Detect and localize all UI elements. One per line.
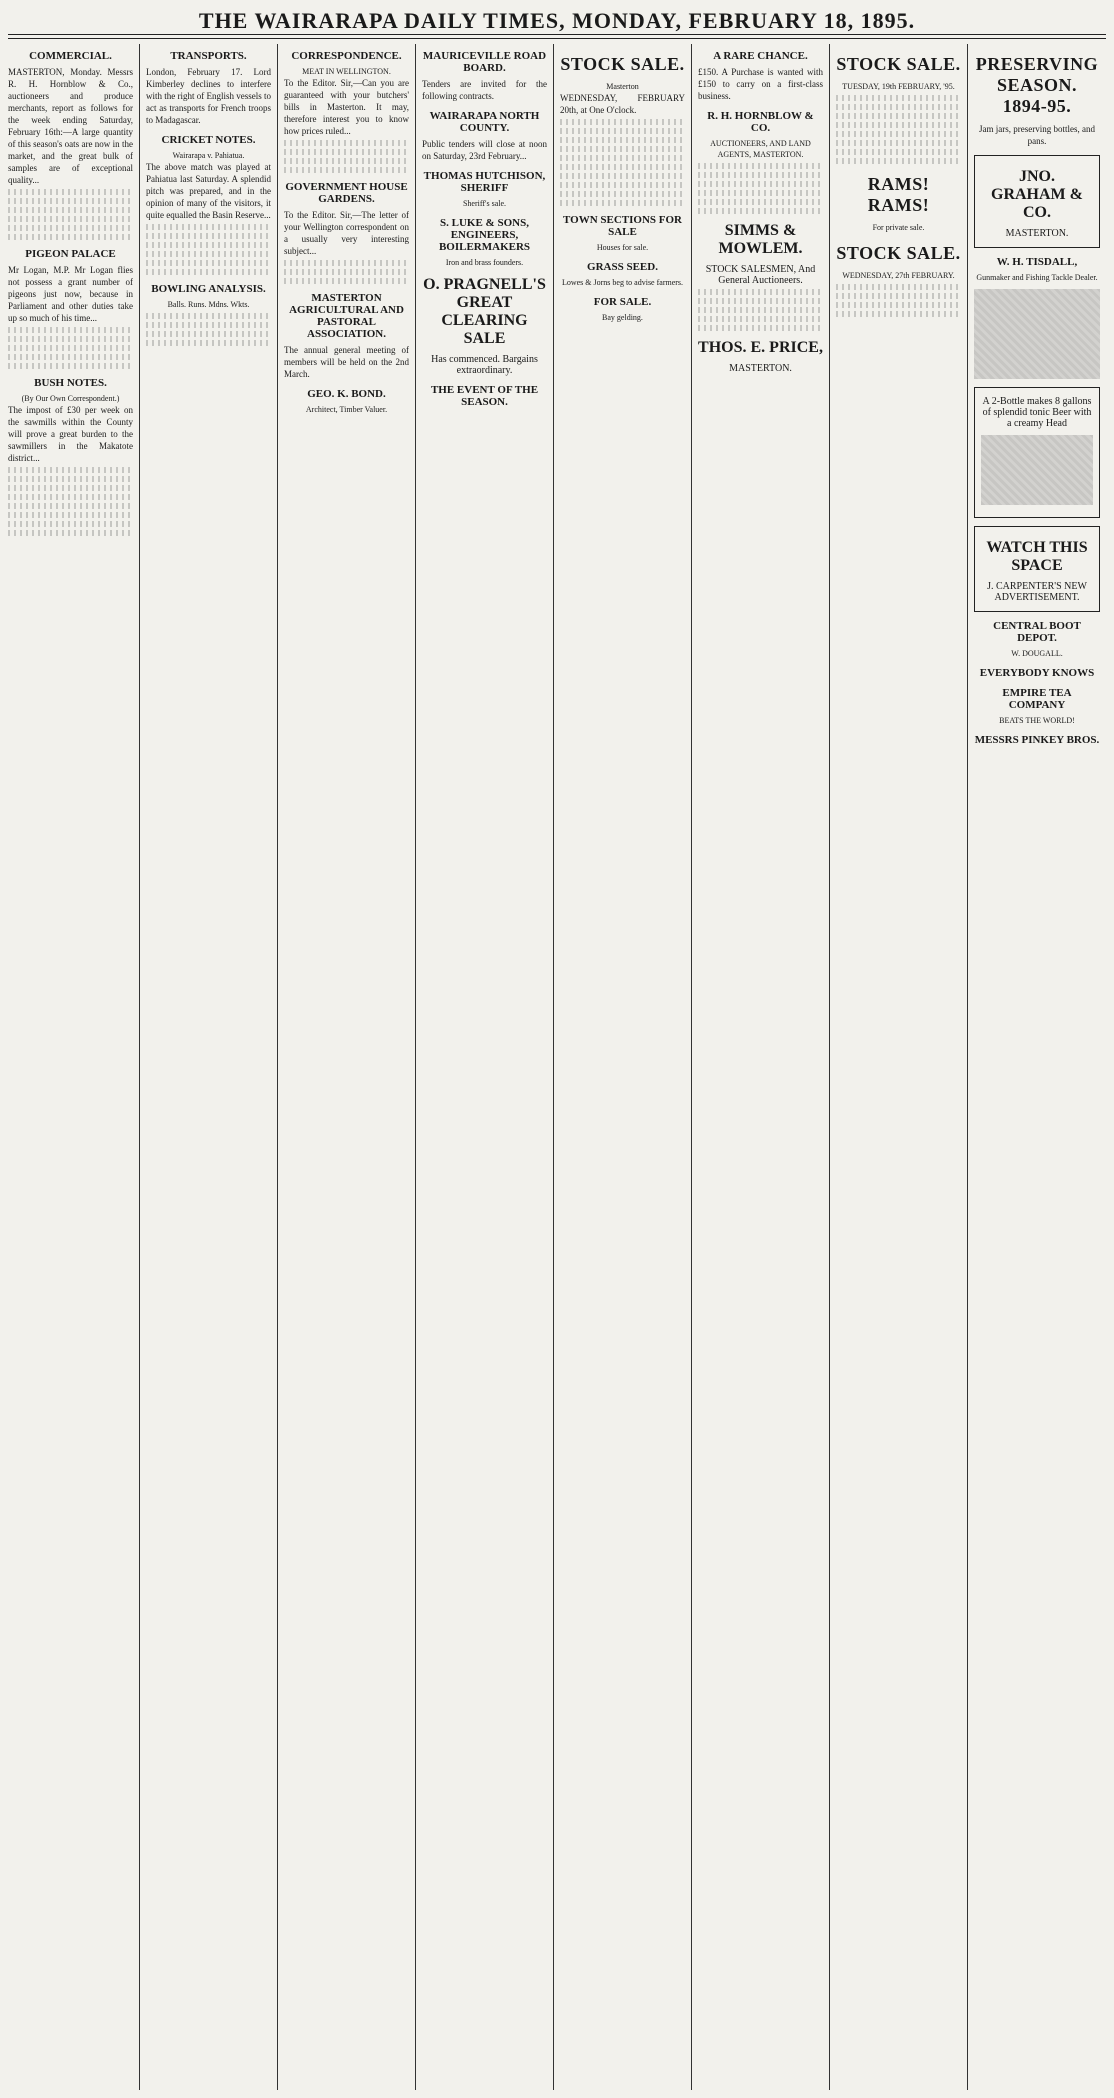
column-1 bbox=[8, 44, 140, 2090]
stock7-heading: STOCK SALE. bbox=[836, 54, 961, 74]
agricultural-body: The annual general meeting of members will be held on the 2nd March. bbox=[284, 345, 409, 379]
hornblow-sub: AUCTIONEERS, AND LAND AGENTS, MASTERTON. bbox=[710, 139, 811, 159]
transports-heading: TRANSPORTS. bbox=[170, 50, 247, 62]
stock7-lines bbox=[836, 95, 961, 164]
transports-body: London, February 17. Lord Kimberley declines to interfere with the right of English vessels to act as transports for French troops to Madagascar. bbox=[146, 67, 271, 125]
simms-heading: SIMMS & MOWLEM. bbox=[718, 222, 803, 257]
pigeon-section bbox=[8, 248, 133, 369]
correspondence-body: To the Editor. Sir,—Can you are guaranteed with your butchers' bills in Masterton. It may, therefore interest you to know how prices ruled... bbox=[284, 78, 409, 136]
grass-section bbox=[560, 261, 685, 288]
bargain-section bbox=[698, 50, 823, 102]
gardens-lines bbox=[284, 260, 409, 284]
column-8 bbox=[974, 44, 1106, 2090]
bowling-heading: BOWLING ANALYSIS. bbox=[151, 283, 266, 295]
event-section bbox=[422, 384, 547, 408]
commercial-section bbox=[8, 50, 133, 240]
road-heading: MAURICEVILLE ROAD BOARD. bbox=[422, 50, 547, 74]
pragnell-section bbox=[422, 276, 547, 376]
column-7 bbox=[836, 44, 968, 2090]
commercial-heading: COMMERCIAL. bbox=[29, 50, 112, 62]
agricultural-section bbox=[284, 292, 409, 380]
column-2 bbox=[146, 44, 278, 2090]
gardens-heading: GOVERNMENT HOUSE GARDENS. bbox=[285, 181, 408, 205]
pigeon-lines bbox=[8, 327, 133, 369]
town-heading: TOWN SECTIONS FOR SALE bbox=[563, 214, 682, 238]
simms-section bbox=[698, 222, 823, 331]
hutchison-heading: THOMAS HUTCHISON, SHERIFF bbox=[423, 170, 546, 194]
empire-heading: EMPIRE TEA COMPANY bbox=[1002, 687, 1072, 711]
pinkey-section bbox=[974, 734, 1100, 746]
pinkey-heading: MESSRS PINKEY BROS. bbox=[974, 734, 1100, 746]
road-section bbox=[422, 50, 547, 102]
bush-sub: (By Our Own Correspondent.) bbox=[21, 394, 120, 403]
bowling-sub: Balls. Runs. Mdns. Wkts. bbox=[167, 300, 250, 309]
stock7b-body: WEDNESDAY, 27th FEBRUARY. bbox=[842, 271, 955, 280]
simms-lines bbox=[698, 289, 823, 331]
tisdall-section bbox=[974, 256, 1100, 379]
correspondence-heading: CORRESPONDENCE. bbox=[291, 50, 402, 62]
engineers-body: Iron and brass founders. bbox=[445, 258, 524, 267]
forsale-body: Bay gelding. bbox=[602, 313, 643, 322]
gardens-body: To the Editor. Sir,—The letter of your Wellington correspondent on a usually very interesting subject... bbox=[284, 210, 409, 256]
tonic-heading: A 2-Bottle makes 8 gallons of splendid tonic Beer with a creamy Head bbox=[982, 396, 1092, 429]
pigeon-heading: PIGEON PALACE bbox=[25, 248, 116, 260]
wairarapa-section bbox=[422, 110, 547, 162]
cricket-sub: Wairarapa v. Pahiatua. bbox=[172, 151, 245, 160]
masthead-title: THE WAIRARAPA DAILY TIMES, MONDAY, FEBRUARY 18, 1895. bbox=[198, 8, 916, 33]
column-4 bbox=[422, 44, 554, 2090]
cricket-heading: CRICKET NOTES. bbox=[161, 134, 256, 146]
hutchison-body: Sheriff's sale. bbox=[462, 199, 507, 208]
forsale-heading: FOR SALE. bbox=[593, 296, 652, 308]
commercial-body: MASTERTON, Monday. Messrs R. H. Hornblow & Co., auctioneers and produce merchants, report as follows for the week ending Saturday, February 16th:—A large quantity of this season's oats are now in the market, and the great bulk of samples are of exceptional quality... bbox=[8, 67, 133, 185]
watch-sub: J. CARPENTER'S NEW ADVERTISEMENT. bbox=[987, 581, 1087, 603]
gardens-section bbox=[284, 181, 409, 284]
rams-body: For private sale. bbox=[872, 223, 925, 232]
stock7b-heading: STOCK SALE. bbox=[836, 243, 961, 263]
hornblow-lines bbox=[698, 163, 823, 214]
stock7-body: TUESDAY, 19th FEBRUARY, '95. bbox=[842, 82, 955, 91]
watch-heading: WATCH THIS SPACE bbox=[986, 539, 1088, 574]
town-section bbox=[560, 214, 685, 253]
forsale-section bbox=[560, 296, 685, 323]
stock7-section bbox=[836, 54, 961, 164]
watch-ad bbox=[974, 526, 1100, 612]
everybody-heading: EVERYBODY KNOWS bbox=[979, 667, 1095, 679]
stock5-sub: Masterton bbox=[606, 82, 639, 91]
column-5 bbox=[560, 44, 692, 2090]
tonic-ad bbox=[974, 387, 1100, 518]
bond-heading: GEO. K. BOND. bbox=[307, 388, 386, 400]
masthead-rule-2 bbox=[8, 38, 1106, 39]
bowling-section bbox=[146, 283, 271, 346]
rams-section bbox=[836, 174, 961, 233]
price-sub: MASTERTON. bbox=[729, 363, 792, 374]
cricket-section bbox=[146, 134, 271, 275]
correspondence-sub: MEAT IN WELLINGTON. bbox=[302, 67, 391, 76]
stock5-lines bbox=[560, 119, 685, 206]
transports-section bbox=[146, 50, 271, 126]
graham-sub: MASTERTON. bbox=[1005, 228, 1069, 239]
graham-ad bbox=[974, 155, 1100, 248]
preserving-section bbox=[974, 54, 1100, 147]
road-body: Tenders are invited for the following contracts. bbox=[422, 79, 547, 101]
fish-illustration bbox=[974, 289, 1100, 379]
bush-lines bbox=[8, 467, 133, 536]
everybody-section bbox=[974, 667, 1100, 679]
preserving-heading: PRESERVING SEASON. 1894-95. bbox=[975, 54, 1099, 116]
correspondence-section bbox=[284, 50, 409, 173]
stock7b-section bbox=[836, 243, 961, 317]
correspondence-lines bbox=[284, 140, 409, 173]
grass-heading: GRASS SEED. bbox=[587, 261, 658, 273]
wairarapa-heading: WAIRARAPA NORTH COUNTY. bbox=[429, 110, 540, 134]
grass-body: Lowes & Jorns beg to advise farmers. bbox=[561, 278, 684, 287]
bush-section bbox=[8, 377, 133, 536]
masthead-rule bbox=[8, 34, 1106, 35]
hornblow-section bbox=[698, 110, 823, 214]
agricultural-heading: MASTERTON AGRICULTURAL AND PASTORAL ASSOCIATION. bbox=[289, 292, 404, 340]
columns bbox=[8, 44, 1106, 2090]
pragnell-heading: O. PRAGNELL'S GREAT CLEARING SALE bbox=[423, 276, 546, 347]
commercial-lines bbox=[8, 189, 133, 240]
empire-sub: BEATS THE WORLD! bbox=[999, 716, 1075, 725]
bond-section bbox=[284, 388, 409, 415]
tisdall-body: Gunmaker and Fishing Tackle Dealer. bbox=[976, 273, 1098, 282]
event-heading: THE EVENT OF THE SEASON. bbox=[430, 384, 539, 408]
bush-body: The impost of £30 per week on the sawmills within the County will prove a great burden to the sawmillers in the Makatote district... bbox=[8, 405, 133, 463]
column-3 bbox=[284, 44, 416, 2090]
rams-heading: RAMS! RAMS! bbox=[867, 174, 930, 215]
engineers-heading: S. LUKE & SONS, ENGINEERS, BOILERMAKERS bbox=[438, 217, 531, 253]
bargain-body: £150. A Purchase is wanted with £150 to carry on a first-class business. bbox=[698, 67, 823, 101]
price-heading: THOS. E. PRICE, bbox=[698, 339, 823, 356]
preserving-body: Jam jars, preserving bottles, and pans. bbox=[979, 124, 1095, 146]
boot-sub: W. DOUGALL. bbox=[1011, 649, 1063, 658]
bargain-heading: A RARE CHANCE. bbox=[713, 50, 808, 62]
price-section bbox=[698, 339, 823, 374]
tisdall-heading: W. H. TISDALL, bbox=[996, 256, 1078, 268]
stock7b-lines bbox=[836, 284, 961, 317]
hornblow-heading: R. H. HORNBLOW & CO. bbox=[707, 110, 814, 134]
bond-body: Architect, Timber Valuer. bbox=[305, 405, 388, 414]
boot-section bbox=[974, 620, 1100, 659]
graham-heading: JNO. GRAHAM & CO. bbox=[991, 168, 1083, 221]
stock5-heading: STOCK SALE. bbox=[560, 54, 685, 74]
wairarapa-body: Public tenders will close at noon on Saturday, 23rd February... bbox=[422, 139, 547, 161]
simms-sub: STOCK SALESMEN, And General Auctioneers. bbox=[705, 264, 816, 286]
bush-heading: BUSH NOTES. bbox=[34, 377, 107, 389]
pigeon-body: Mr Logan, M.P. Mr Logan flies not possess a grant number of pigeons just now, because in Parliament and other duties take up so much of his time... bbox=[8, 265, 133, 323]
stock5-section bbox=[560, 54, 685, 206]
cricket-body: The above match was played at Pahiatua last Saturday. A splendid pitch was prepared, and in the opinion of many of the visitors, it quite equalled the Basin Reserve... bbox=[146, 162, 271, 220]
boot-heading: CENTRAL BOOT DEPOT. bbox=[993, 620, 1081, 644]
bowling-lines bbox=[146, 313, 271, 346]
engineers-section bbox=[422, 217, 547, 268]
column-6 bbox=[698, 44, 830, 2090]
pragnell-body: Has commenced. Bargains extraordinary. bbox=[431, 354, 538, 376]
empire-section bbox=[974, 687, 1100, 726]
hutchison-section bbox=[422, 170, 547, 209]
tonic-bottle-illustration bbox=[981, 435, 1093, 505]
cricket-lines bbox=[146, 224, 271, 275]
stock5-body: WEDNESDAY, FEBRUARY 20th, at One O'clock. bbox=[560, 93, 685, 115]
town-body: Houses for sale. bbox=[596, 243, 649, 252]
